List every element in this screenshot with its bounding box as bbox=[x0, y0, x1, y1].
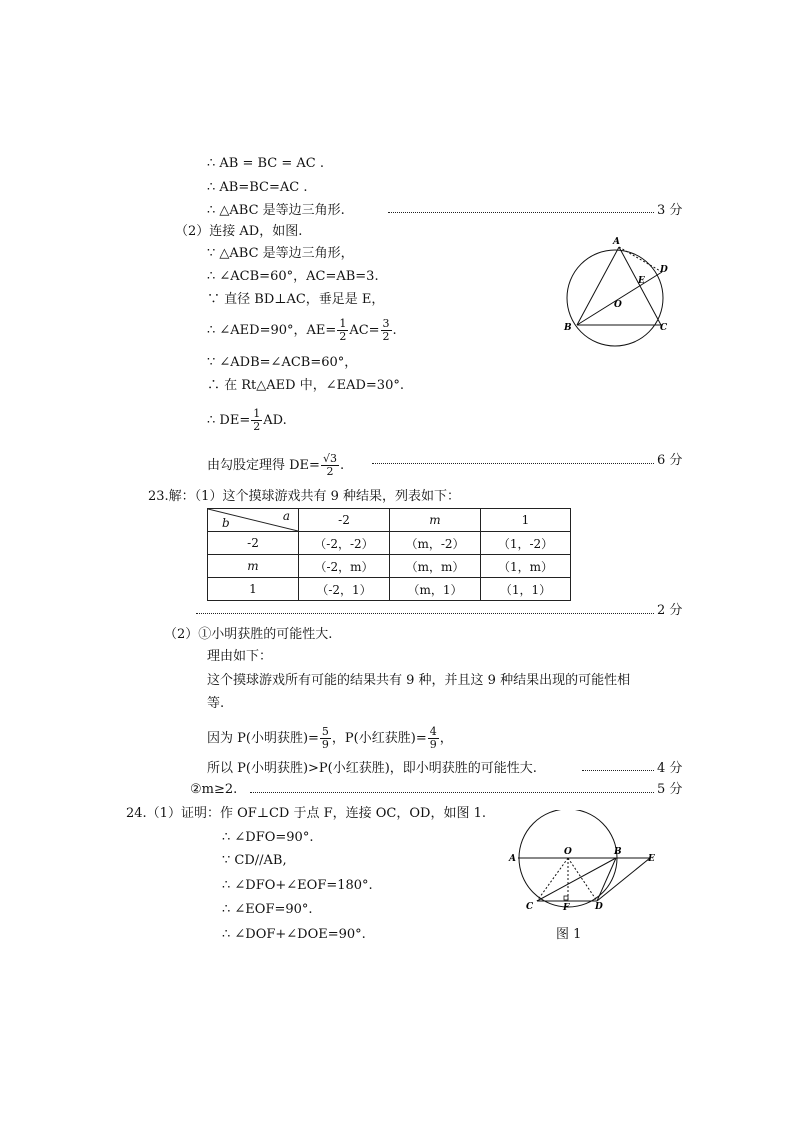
part2-line-1: （2）连接 AD，如图. bbox=[175, 224, 303, 239]
numerator: 4 bbox=[429, 725, 437, 738]
label-b: B bbox=[614, 847, 622, 857]
q23-part2-line-7: ②m≥2. bbox=[190, 782, 238, 797]
denominator: 2 bbox=[326, 465, 334, 478]
score-mark: 4 分 bbox=[657, 761, 683, 776]
segment-cb bbox=[537, 858, 616, 901]
label-o: O bbox=[564, 847, 572, 857]
header-cell: -2 bbox=[299, 509, 390, 532]
dot-leader bbox=[582, 770, 654, 771]
numerator: 1 bbox=[253, 407, 261, 420]
table-cell: （1，-2） bbox=[481, 532, 571, 555]
table-cell: （1，1） bbox=[481, 578, 571, 601]
circle bbox=[567, 250, 663, 346]
label-a: A bbox=[509, 854, 516, 864]
table-row bbox=[208, 555, 571, 578]
text-segment: AC= bbox=[349, 323, 380, 338]
label-a: A bbox=[613, 237, 620, 247]
score-mark: 3 分 bbox=[657, 203, 683, 218]
circle-triangle-figure bbox=[556, 230, 676, 350]
q23-part2-line-3: 这个摸球游戏所有可能的结果共有 9 种，并且这 9 种结果出现的可能性相 bbox=[207, 673, 631, 688]
part1-line-1: ∴ AB = BC = AC . bbox=[207, 156, 324, 171]
table-row bbox=[208, 532, 571, 555]
table-cell: （m，1） bbox=[390, 578, 481, 601]
table-cell: （-2，1） bbox=[299, 578, 390, 601]
text-segment: ， bbox=[439, 731, 453, 746]
label-c: C bbox=[526, 902, 534, 912]
label-o: O bbox=[614, 300, 622, 310]
label-d: D bbox=[660, 265, 668, 275]
part1-line-3: ∴ △ABC 是等边三角形. bbox=[207, 203, 345, 218]
q24-line-3: ∵ CD//AB, bbox=[222, 853, 287, 868]
denominator: 2 bbox=[339, 330, 347, 343]
q23-part2-line-6: 所以 P(小明获胜)>P(小红获胜)，即小明获胜的可能性大. bbox=[207, 761, 537, 776]
part2-line-5 bbox=[207, 318, 397, 343]
q24-line-2: ∴ ∠DFO=90°. bbox=[222, 830, 314, 845]
denominator: 2 bbox=[253, 420, 261, 433]
text-segment: 由勾股定理得 DE= bbox=[207, 458, 320, 473]
label-b: B bbox=[564, 323, 572, 333]
numerator: 5 bbox=[321, 725, 329, 738]
q23-part2-line-5 bbox=[207, 726, 453, 751]
label-c: C bbox=[660, 323, 668, 333]
denominator: 9 bbox=[429, 738, 437, 751]
text-segment: 因为 P(小明获胜)= bbox=[207, 731, 319, 746]
numerator: 1 bbox=[339, 317, 347, 330]
row-head: m bbox=[208, 555, 299, 578]
score-mark: 6 分 bbox=[657, 453, 683, 468]
segment-db bbox=[597, 858, 616, 901]
fraction bbox=[428, 726, 439, 751]
text-segment: ，P(小红获胜)= bbox=[331, 731, 427, 746]
part2-line-6: ∵ ∠ADB=∠ACB=60°， bbox=[207, 355, 358, 370]
table-cell: （m，-2） bbox=[390, 532, 481, 555]
table-cell: （m，m） bbox=[390, 555, 481, 578]
q24-line-5: ∴ ∠EOF=90°. bbox=[222, 902, 313, 917]
denominator: 2 bbox=[382, 330, 390, 343]
result-table bbox=[207, 508, 571, 601]
dot-leader bbox=[372, 463, 654, 464]
part2-line-9 bbox=[207, 453, 344, 478]
header-cell: m bbox=[390, 509, 481, 532]
q23-intro: 23.解：（1）这个摸球游戏共有 9 种结果，列表如下： bbox=[148, 489, 460, 504]
label-d: D bbox=[595, 902, 603, 912]
dot-leader bbox=[388, 212, 654, 213]
denominator: 9 bbox=[321, 738, 329, 751]
row-head: 1 bbox=[208, 578, 299, 601]
q24-line-6: ∴ ∠DOF+∠DOE=90°. bbox=[222, 927, 366, 942]
dot-leader bbox=[196, 613, 654, 614]
fraction bbox=[320, 726, 331, 751]
fraction bbox=[251, 408, 262, 433]
part1-line-2: ∴ AB=BC=AC . bbox=[207, 180, 308, 195]
figure-1 bbox=[502, 810, 668, 916]
fraction bbox=[381, 318, 392, 343]
table-row bbox=[208, 578, 571, 601]
segment-ba bbox=[577, 247, 619, 325]
segment-bd bbox=[577, 272, 662, 325]
table-cell: （-2，m） bbox=[299, 555, 390, 578]
label-e: E bbox=[638, 276, 645, 286]
numerator: 3 bbox=[382, 317, 390, 330]
q24-line-4: ∴ ∠DFO+∠EOF=180°. bbox=[222, 878, 373, 893]
table-cell: （1，m） bbox=[481, 555, 571, 578]
corner-b: b bbox=[222, 516, 230, 530]
segment-oc bbox=[537, 858, 568, 901]
header-cell: 1 bbox=[481, 509, 571, 532]
text-segment: . bbox=[392, 323, 397, 338]
table-cell: （-2，-2） bbox=[299, 532, 390, 555]
label-e: E bbox=[648, 854, 655, 864]
corner-a: a bbox=[282, 509, 290, 523]
part2-line-7: ∴ 在 Rt△AED 中，∠EAD=30°. bbox=[207, 378, 404, 393]
text-segment: AD. bbox=[263, 413, 287, 428]
q23-part2-line-4: 等. bbox=[207, 696, 225, 711]
q23-part2-line-2: 理由如下： bbox=[207, 649, 273, 664]
q23-part2-line-1: （2）①小明获胜的可能性大. bbox=[164, 627, 333, 642]
segment-od bbox=[568, 858, 597, 901]
score-mark: 2 分 bbox=[657, 603, 683, 618]
figure-caption: 图 1 bbox=[556, 927, 582, 942]
text-segment: ∴ DE= bbox=[207, 413, 251, 428]
fraction bbox=[321, 453, 339, 478]
right-angle-mark bbox=[564, 896, 568, 900]
part2-line-4: ∵ 直径 BD⊥AC，垂足是 E， bbox=[207, 292, 385, 307]
part2-line-8 bbox=[207, 408, 287, 433]
score-mark: 5 分 bbox=[657, 782, 683, 797]
corner-cell bbox=[208, 509, 299, 532]
part2-line-2: ∵ △ABC 是等边三角形， bbox=[207, 246, 354, 261]
dot-leader bbox=[250, 792, 654, 793]
q24-line-1: 24.（1）证明：作 OF⊥CD 于点 F，连接 OC，OD，如图 1. bbox=[126, 806, 486, 821]
table-header-row bbox=[208, 509, 571, 532]
text-segment: . bbox=[339, 458, 345, 473]
text-segment: ∴ ∠AED=90°，AE= bbox=[207, 323, 337, 338]
row-head: -2 bbox=[208, 532, 299, 555]
fraction bbox=[337, 318, 348, 343]
part2-line-3: ∴ ∠ACB=60°，AC=AB=3. bbox=[207, 269, 379, 284]
numerator: √3 bbox=[322, 452, 337, 465]
label-f: F bbox=[563, 903, 570, 913]
